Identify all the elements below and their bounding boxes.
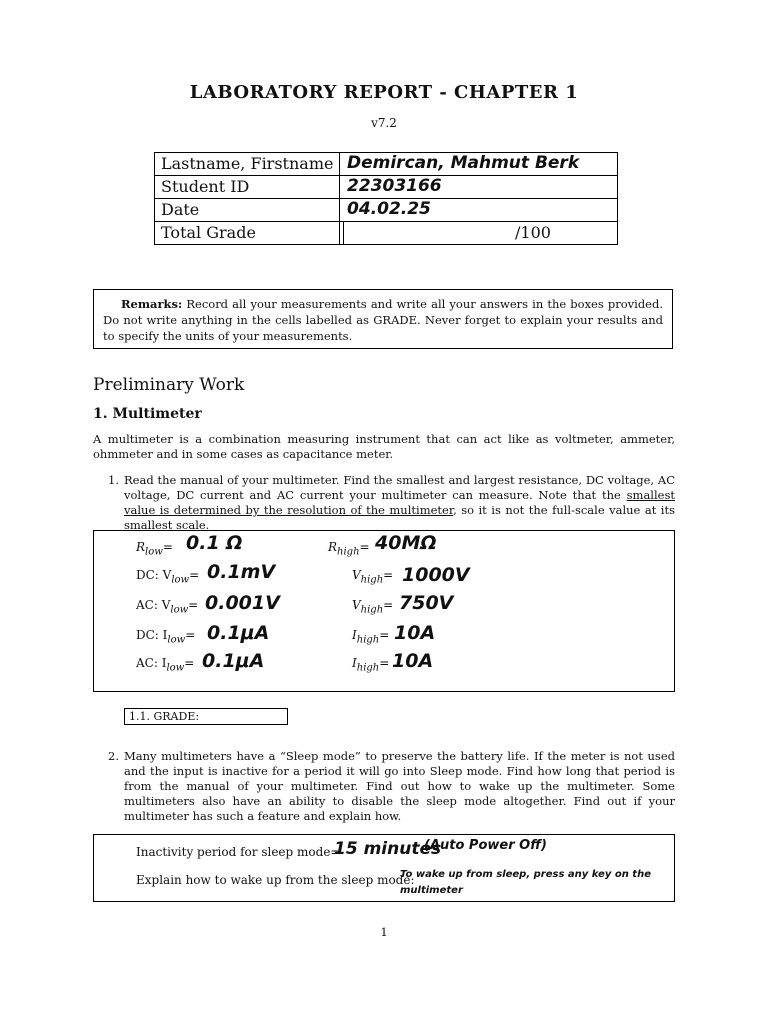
ac-v-high-label: $V_{high}=$ [352, 598, 394, 616]
wake-value-line-1: To wake up from sleep, press any key on the [400, 869, 651, 880]
info-row-id [155, 176, 617, 199]
ac-i-low-label: AC: $I_{low}=$ [136, 656, 195, 674]
dc-v-high-label: $V_{high}=$ [352, 568, 394, 586]
measurements-box [93, 530, 675, 692]
question-2-number: 2. [108, 749, 119, 763]
info-label-id: Student ID [161, 177, 250, 196]
info-row-grade [155, 222, 617, 244]
name-value: Demircan, Mahmut Berk [347, 153, 580, 173]
dc-i-high-label: $I_{high}=$ [352, 628, 390, 646]
section-title: Preliminary Work [93, 375, 245, 395]
remarks-box [93, 289, 673, 349]
dc-i-low-label: DC: $I_{low}=$ [136, 628, 196, 646]
ac-i-low-value: 0.1μA [202, 650, 265, 672]
sleep-period-note: (Auto Power Off) [424, 838, 547, 853]
dc-v-high-value: 1000V [402, 564, 470, 586]
question-1 [108, 473, 675, 533]
wake-value-line-2: multimeter [400, 885, 463, 896]
info-row-name [155, 153, 617, 176]
wake-label: Explain how to wake up from the sleep mode: [136, 873, 415, 887]
ac-v-low-value: 0.001V [205, 592, 280, 614]
question-1-underlined: smallest value is determined by the resolution of the multimeter [124, 488, 675, 517]
ac-i-high-label: $I_{high}=$ [352, 656, 390, 674]
info-label-grade: Total Grade [161, 223, 256, 242]
subsection-title: 1. Multimeter [93, 406, 202, 422]
ac-v-low-label: AC: $V_{low}=$ [136, 598, 199, 616]
question-1-text-b: , so it is not the full-scale value at its smallest scale. [124, 503, 675, 532]
student-info-table [154, 152, 618, 245]
info-row-date [155, 199, 617, 222]
ac-i-high-value: 10A [392, 650, 434, 672]
grade-box-1-1: 1.1. GRADE: [124, 708, 288, 725]
question-1-text-a: Read the manual of your multimeter. Find the smallest and largest resistance, DC voltage, AC voltage, DC current and AC current your multimeter can measure. Note that the [124, 473, 675, 502]
question-2 [108, 749, 675, 824]
sleep-mode-box [93, 834, 675, 902]
question-1-number: 1. [108, 473, 119, 487]
total-grade-value: /100 [515, 223, 551, 242]
report-title: LABORATORY REPORT - CHAPTER 1 [189, 82, 579, 103]
dc-i-low-value: 0.1μA [207, 622, 270, 644]
dc-v-low-label: DC: $V_{low}=$ [136, 568, 200, 586]
r-low-label: $R_{low}=$ [136, 540, 173, 558]
version-label: v7.2 [371, 116, 397, 130]
date-value: 04.02.25 [347, 199, 431, 219]
page-number: 1 [380, 925, 388, 939]
remarks-text: Record all your measurements and write all your answers in the boxes provided. Do not write anything in the cells labelled as GRADE. Never forget to explain your results and to specify the units of your measurements. [103, 297, 664, 343]
ac-v-high-value: 750V [399, 592, 454, 614]
sleep-period-label: Inactivity period for sleep mode= [136, 845, 341, 859]
question-2-text: Many multimeters have a “Sleep mode” to preserve the battery life. If the meter is not used and the input is inactive for a period it will go into Sleep mode. Find how long that period is from the manual of your multimeter. Find out how to wake up the multimeter. Some multimeters also have an ability to disable the sleep mode altogether. Find out if your multimeter has such a feature and explain how. [124, 749, 675, 823]
dc-i-high-value: 10A [394, 622, 436, 644]
remarks-label: Remarks: [121, 297, 183, 311]
r-high-label: $R_{high}=$ [328, 540, 370, 558]
dc-v-low-value: 0.1mV [207, 561, 276, 583]
sleep-period-value: 15 minutes [334, 839, 442, 859]
student-id-value: 22303166 [347, 176, 442, 196]
intro-paragraph: A multimeter is a combination measuring instrument that can act like as voltmeter, ammeter, ohmmeter and in some cases as capacitance meter. [93, 432, 675, 461]
r-high-value: 40MΩ [375, 532, 437, 554]
info-label-date: Date [161, 200, 200, 219]
r-low-value: 0.1 Ω [186, 532, 243, 554]
info-label-name: Lastname, Firstname [161, 154, 334, 173]
